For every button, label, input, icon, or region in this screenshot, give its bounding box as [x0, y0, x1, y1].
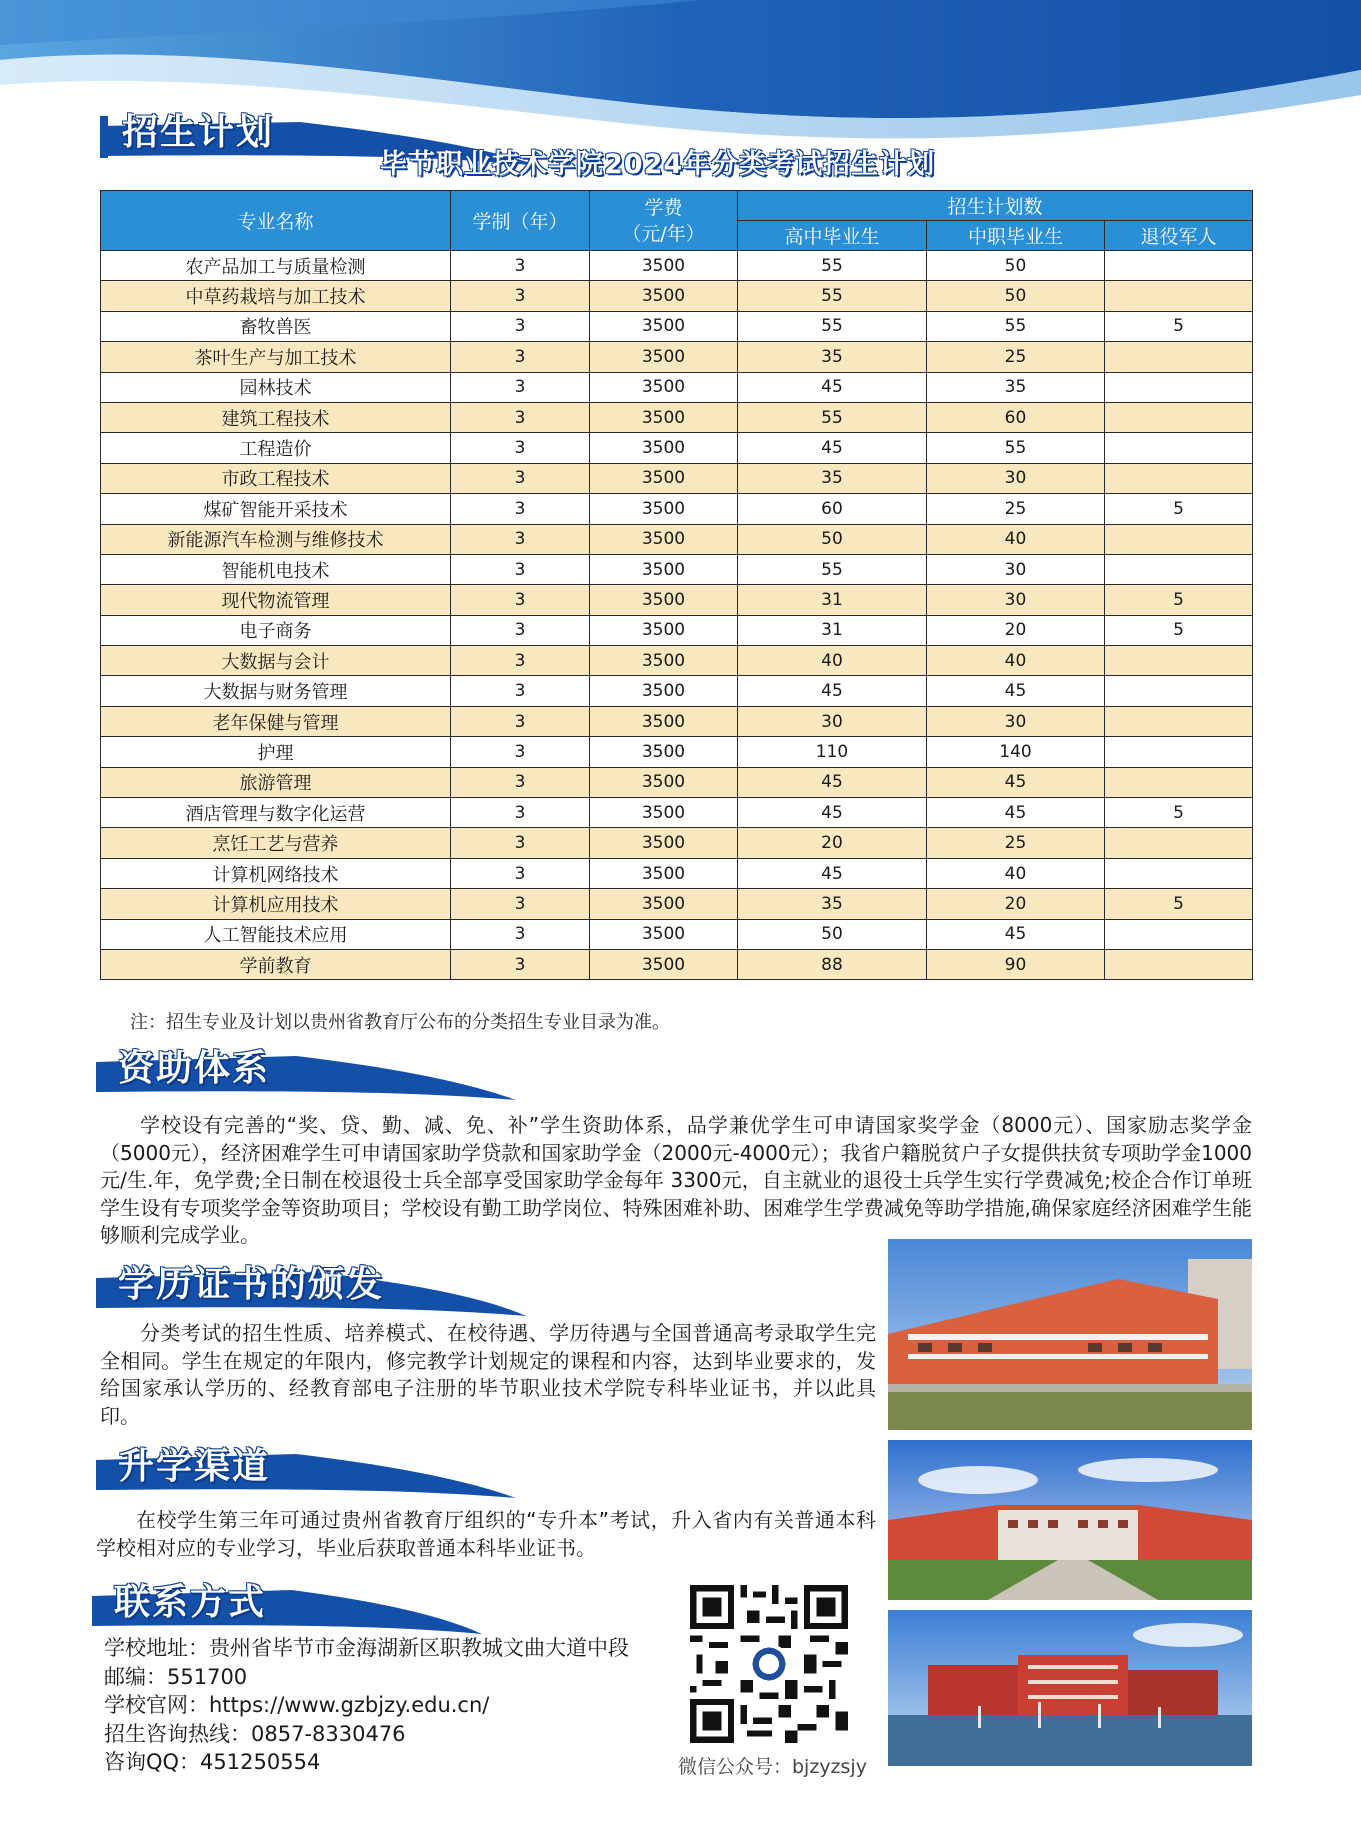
table-row [101, 767, 1253, 797]
cell-fee: 3500 [590, 342, 738, 372]
cell-high-school: 110 [738, 737, 927, 767]
cell-high-school: 35 [738, 342, 927, 372]
cell-fee: 3500 [590, 463, 738, 493]
cell-vocational: 50 [927, 281, 1105, 311]
table-row [101, 402, 1253, 432]
header-vocational: 中职毕业生 [927, 221, 1105, 251]
cell-fee: 3500 [590, 281, 738, 311]
cell-major: 煤矿智能开采技术 [101, 494, 451, 524]
header-duration: 学制（年） [451, 191, 590, 251]
cell-veteran [1105, 524, 1253, 554]
cell-duration: 3 [451, 828, 590, 858]
cert-paragraph: 分类考试的招生性质、培养模式、在校待遇、学历待遇与全国普通高考录取学生完全相同。学生在规定的年限内，修完教学计划规定的课程和内容，达到毕业要求的，发给国家承认学历的、经教育部电子注册的毕节职业技术学院专科毕业证书，并以此具印。 [100, 1321, 876, 1428]
cell-major: 人工智能技术应用 [101, 919, 451, 949]
cell-major: 建筑工程技术 [101, 402, 451, 432]
cell-fee: 3500 [590, 402, 738, 432]
cell-high-school: 88 [738, 949, 927, 979]
cell-high-school: 35 [738, 889, 927, 919]
cell-duration: 3 [451, 433, 590, 463]
wechat-qr-code [690, 1585, 848, 1743]
header-high-school: 高中毕业生 [738, 221, 927, 251]
cell-veteran [1105, 676, 1253, 706]
cell-veteran [1105, 767, 1253, 797]
cell-duration: 3 [451, 281, 590, 311]
contact-website[interactable]: 学校官网：https://www.gzbjzy.edu.cn/ [104, 1693, 490, 1717]
table-row [101, 858, 1253, 888]
cell-high-school: 45 [738, 372, 927, 402]
table-row [101, 949, 1253, 979]
cell-major: 工程造价 [101, 433, 451, 463]
cell-duration: 3 [451, 463, 590, 493]
cell-veteran [1105, 646, 1253, 676]
cell-vocational: 55 [927, 433, 1105, 463]
cell-high-school: 45 [738, 858, 927, 888]
campus-photo-1 [888, 1239, 1252, 1430]
cell-vocational: 50 [927, 251, 1105, 281]
cell-fee: 3500 [590, 585, 738, 615]
cell-duration: 3 [451, 858, 590, 888]
cell-vocational: 30 [927, 554, 1105, 584]
table-row [101, 919, 1253, 949]
cell-duration: 3 [451, 706, 590, 736]
cell-high-school: 40 [738, 646, 927, 676]
cell-duration: 3 [451, 615, 590, 645]
table-row [101, 615, 1253, 645]
cell-fee: 3500 [590, 949, 738, 979]
cell-veteran [1105, 706, 1253, 736]
cell-fee: 3500 [590, 676, 738, 706]
cell-major: 茶叶生产与加工技术 [101, 342, 451, 372]
wechat-account-label: 微信公众号：bjzyzsjy [678, 1756, 867, 1778]
cell-fee: 3500 [590, 311, 738, 341]
table-row [101, 828, 1253, 858]
contact-postcode: 邮编：551700 [104, 1664, 248, 1689]
table-row [101, 281, 1253, 311]
table-row [101, 251, 1253, 281]
cell-high-school: 45 [738, 433, 927, 463]
further-paragraph: 在校学生第三年可通过贵州省教育厅组织的“专升本”考试，升入省内有关普通本科学校相对应的专业学习，毕业后获取普通本科毕业证书。 [96, 1508, 876, 1560]
section-title-text: 升学渠道 [118, 1445, 271, 1487]
cell-veteran [1105, 828, 1253, 858]
cell-veteran [1105, 463, 1253, 493]
section-title-text: 招生计划 [122, 111, 275, 153]
cell-high-school: 35 [738, 463, 927, 493]
cell-major: 中草药栽培与加工技术 [101, 281, 451, 311]
cell-vocational: 25 [927, 494, 1105, 524]
cell-duration: 3 [451, 676, 590, 706]
main-title: 毕节职业技术学院2024年分类考试招生计划 [380, 149, 936, 180]
cell-veteran [1105, 919, 1253, 949]
header-major: 专业名称 [101, 191, 451, 251]
cell-high-school: 31 [738, 615, 927, 645]
cell-vocational: 60 [927, 402, 1105, 432]
cell-veteran: 5 [1105, 615, 1253, 645]
cell-veteran [1105, 433, 1253, 463]
cell-fee: 3500 [590, 554, 738, 584]
cell-fee: 3500 [590, 524, 738, 554]
cell-vocational: 40 [927, 858, 1105, 888]
cell-high-school: 45 [738, 798, 927, 828]
cell-duration: 3 [451, 251, 590, 281]
cell-major: 计算机应用技术 [101, 889, 451, 919]
section-title-text: 学历证书的颁发 [118, 1263, 385, 1305]
campus-photo-2 [888, 1440, 1252, 1600]
cell-fee: 3500 [590, 889, 738, 919]
table-row [101, 889, 1253, 919]
cell-fee: 3500 [590, 372, 738, 402]
cell-duration: 3 [451, 524, 590, 554]
table-row [101, 798, 1253, 828]
cell-vocational: 45 [927, 767, 1105, 797]
cell-vocational: 40 [927, 524, 1105, 554]
cell-fee: 3500 [590, 919, 738, 949]
cell-major: 学前教育 [101, 949, 451, 979]
contact-qq: 咨询QQ：451250554 [104, 1750, 321, 1774]
cell-high-school: 20 [738, 828, 927, 858]
cell-vocational: 20 [927, 615, 1105, 645]
cell-fee: 3500 [590, 706, 738, 736]
cell-high-school: 60 [738, 494, 927, 524]
cell-veteran [1105, 554, 1253, 584]
cell-high-school: 45 [738, 676, 927, 706]
cell-veteran: 5 [1105, 889, 1253, 919]
cell-major: 老年保健与管理 [101, 706, 451, 736]
table-row [101, 433, 1253, 463]
table-body [101, 251, 1253, 980]
cell-vocational: 140 [927, 737, 1105, 767]
cell-major: 烹饪工艺与营养 [101, 828, 451, 858]
cell-high-school: 55 [738, 311, 927, 341]
cell-veteran: 5 [1105, 798, 1253, 828]
section-title-cert [96, 1256, 536, 1326]
cell-duration: 3 [451, 889, 590, 919]
cell-vocational: 20 [927, 889, 1105, 919]
cell-vocational: 40 [927, 646, 1105, 676]
cell-veteran [1105, 402, 1253, 432]
cell-high-school: 31 [738, 585, 927, 615]
cell-veteran [1105, 281, 1253, 311]
cell-high-school: 50 [738, 524, 927, 554]
section-title-further [96, 1438, 526, 1508]
cell-vocational: 30 [927, 706, 1105, 736]
table-note: 注：招生专业及计划以贵州省教育厅公布的分类招生专业目录为准。 [130, 1012, 670, 1033]
cell-vocational: 30 [927, 585, 1105, 615]
cell-duration: 3 [451, 554, 590, 584]
header-plan-count: 招生计划数 [738, 191, 1253, 221]
cell-duration: 3 [451, 311, 590, 341]
cell-fee: 3500 [590, 433, 738, 463]
cell-vocational: 90 [927, 949, 1105, 979]
cell-major: 大数据与会计 [101, 646, 451, 676]
section-title-text: 联系方式 [114, 1581, 267, 1623]
enrollment-plan-table [100, 190, 1253, 980]
cell-fee: 3500 [590, 646, 738, 676]
cell-major: 计算机网络技术 [101, 858, 451, 888]
cell-major: 农产品加工与质量检测 [101, 251, 451, 281]
cell-vocational: 55 [927, 311, 1105, 341]
cell-high-school: 55 [738, 554, 927, 584]
cell-vocational: 30 [927, 463, 1105, 493]
cell-vocational: 35 [927, 372, 1105, 402]
cell-fee: 3500 [590, 767, 738, 797]
cell-fee: 3500 [590, 858, 738, 888]
table-row [101, 372, 1253, 402]
cell-duration: 3 [451, 342, 590, 372]
cell-major: 大数据与财务管理 [101, 676, 451, 706]
cell-major: 酒店管理与数字化运营 [101, 798, 451, 828]
table-row [101, 554, 1253, 584]
table-row [101, 646, 1253, 676]
cell-major: 市政工程技术 [101, 463, 451, 493]
header-fee: 学费 （元/年） [590, 191, 738, 251]
cell-fee: 3500 [590, 737, 738, 767]
header-veteran: 退役军人 [1105, 221, 1253, 251]
cell-major: 新能源汽车检测与维修技术 [101, 524, 451, 554]
cell-vocational: 25 [927, 828, 1105, 858]
cell-veteran: 5 [1105, 311, 1253, 341]
contact-address: 学校地址：贵州省毕节市金海湖新区职教城文曲大道中段 [104, 1636, 629, 1660]
table-row [101, 585, 1253, 615]
table-row [101, 524, 1253, 554]
cell-major: 护理 [101, 737, 451, 767]
contact-block [104, 1634, 629, 1777]
table-row [101, 706, 1253, 736]
cell-major: 智能机电技术 [101, 554, 451, 584]
cell-fee: 3500 [590, 494, 738, 524]
table-row [101, 463, 1253, 493]
cell-vocational: 25 [927, 342, 1105, 372]
cell-duration: 3 [451, 402, 590, 432]
cell-duration: 3 [451, 919, 590, 949]
cell-fee: 3500 [590, 615, 738, 645]
table-row [101, 737, 1253, 767]
cell-vocational: 45 [927, 919, 1105, 949]
cell-high-school: 30 [738, 706, 927, 736]
cell-veteran: 5 [1105, 494, 1253, 524]
cell-veteran [1105, 342, 1253, 372]
cell-major: 电子商务 [101, 615, 451, 645]
cell-high-school: 55 [738, 281, 927, 311]
cell-fee: 3500 [590, 251, 738, 281]
cell-duration: 3 [451, 767, 590, 797]
cell-veteran [1105, 372, 1253, 402]
cell-duration: 3 [451, 737, 590, 767]
cell-major: 园林技术 [101, 372, 451, 402]
section-title-aid [96, 1040, 526, 1110]
table-row [101, 342, 1253, 372]
table-row [101, 676, 1253, 706]
cell-duration: 3 [451, 585, 590, 615]
cell-veteran [1105, 737, 1253, 767]
section-title-text: 资助体系 [118, 1047, 271, 1089]
cell-duration: 3 [451, 494, 590, 524]
cell-major: 现代物流管理 [101, 585, 451, 615]
campus-photo-3 [888, 1610, 1252, 1766]
aid-paragraph: 学校设有完善的“奖、贷、勤、减、免、补”学生资助体系，品学兼优学生可申请国家奖学金（8000元）、国家励志奖学金（5000元），经济困难学生可申请国家助学贷款和国家助学金（2000元-4000元）；我省户籍脱贫户子女提供扶贫专项助学金1000 元/生.年，免学费;全日制在校退役士兵全部享受国家助学金每年 3300元，自主就业的退役士兵学生实行学费减免;校企合作订单班学生设有专项奖学金等资助项目；学校设有勤工助学岗位、特殊困难补助、困难学生学费减免等助学措施,确保家庭经济困难学生能够顺利完成学业。 [100, 1113, 1252, 1247]
cell-veteran [1105, 251, 1253, 281]
table-row [101, 311, 1253, 341]
cell-duration: 3 [451, 646, 590, 676]
cell-high-school: 55 [738, 251, 927, 281]
cell-vocational: 45 [927, 676, 1105, 706]
cell-high-school: 45 [738, 767, 927, 797]
cell-high-school: 55 [738, 402, 927, 432]
cell-major: 旅游管理 [101, 767, 451, 797]
cell-fee: 3500 [590, 828, 738, 858]
cell-duration: 3 [451, 372, 590, 402]
cell-high-school: 50 [738, 919, 927, 949]
contact-hotline: 招生咨询热线：0857-8330476 [104, 1721, 406, 1746]
cell-major: 畜牧兽医 [101, 311, 451, 341]
cell-veteran [1105, 949, 1253, 979]
table-row [101, 494, 1253, 524]
cell-veteran [1105, 858, 1253, 888]
cell-duration: 3 [451, 798, 590, 828]
cell-vocational: 45 [927, 798, 1105, 828]
cell-duration: 3 [451, 949, 590, 979]
cell-veteran: 5 [1105, 585, 1253, 615]
cell-fee: 3500 [590, 798, 738, 828]
